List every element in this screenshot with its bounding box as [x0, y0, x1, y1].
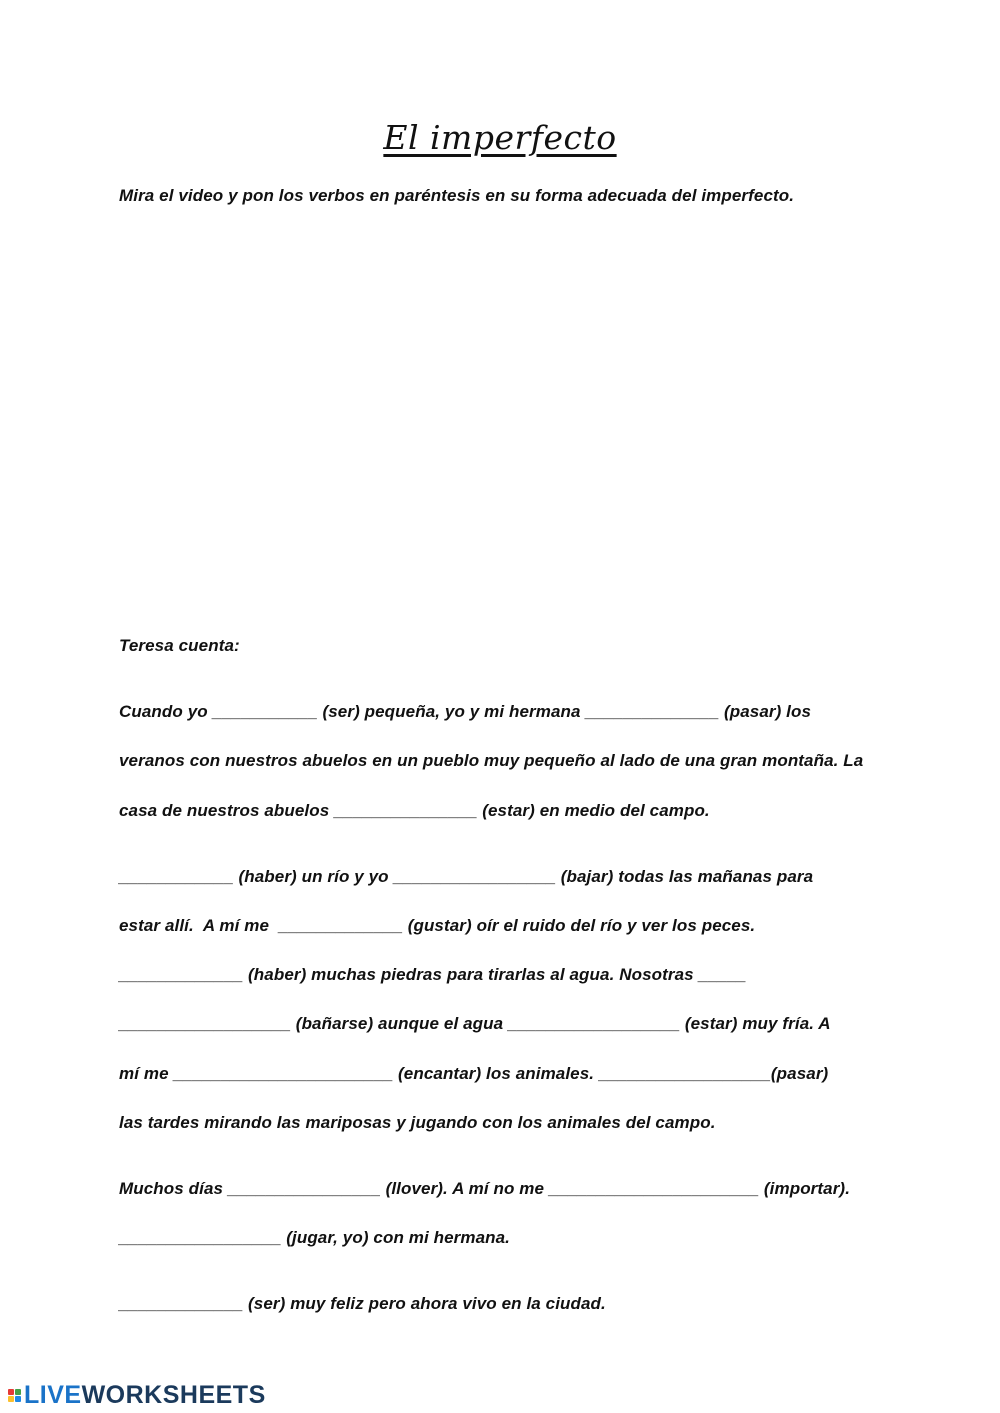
brand-name: [24, 1381, 266, 1410]
exercise-line: casa de nuestros abuelos _______________ (estar) en medio del campo.: [119, 801, 710, 820]
exercise-line: Muchos días ________________ (llover). A mí no me ______________________ (importar).: [119, 1179, 851, 1198]
exercise-line: _____________ (haber) muchas piedras para tirarlas al agua. Nosotras _____: [119, 965, 747, 984]
brand-worksheets: WORKSHEETS: [81, 1380, 266, 1409]
exercise-line: veranos con nuestros abuelos en un pueblo muy pequeño al lado de una gran montaña. La: [119, 751, 864, 770]
exercise-line: las tardes mirando las mariposas y jugando con los animales del campo.: [119, 1113, 716, 1132]
exercise-line: estar allí. A mí me _____________ (gustar) oír el ruido del río y ver los peces.: [119, 916, 756, 935]
exercise-line: Cuando yo ___________ (ser) pequeña, yo y mi hermana ______________ (pasar) los: [119, 702, 812, 721]
exercise-line: _________________ (jugar, yo) con mi hermana.: [119, 1228, 511, 1247]
brand-live: LIVE: [24, 1380, 82, 1409]
exercise-line: ____________ (haber) un río y yo _________________ (bajar) todas las mañanas para: [119, 867, 814, 886]
exercise-line: __________________ (bañarse) aunque el agua __________________ (estar) muy fría. A: [119, 1014, 831, 1033]
exercise-line: mí me _______________________ (encantar) los animales. __________________(pasar): [119, 1064, 829, 1083]
page-title: El imperfecto: [383, 118, 617, 157]
exercise-line: Teresa cuenta:: [119, 636, 240, 655]
logo-grid-icon: [8, 1389, 21, 1402]
exercise-line: _____________ (ser) muy feliz pero ahora vivo en la ciudad.: [119, 1294, 606, 1313]
instruction-text: Mira el video y pon los verbos en paréntesis en su forma adecuada del imperfecto.: [119, 186, 795, 205]
liveworksheets-logo: [8, 1380, 266, 1410]
